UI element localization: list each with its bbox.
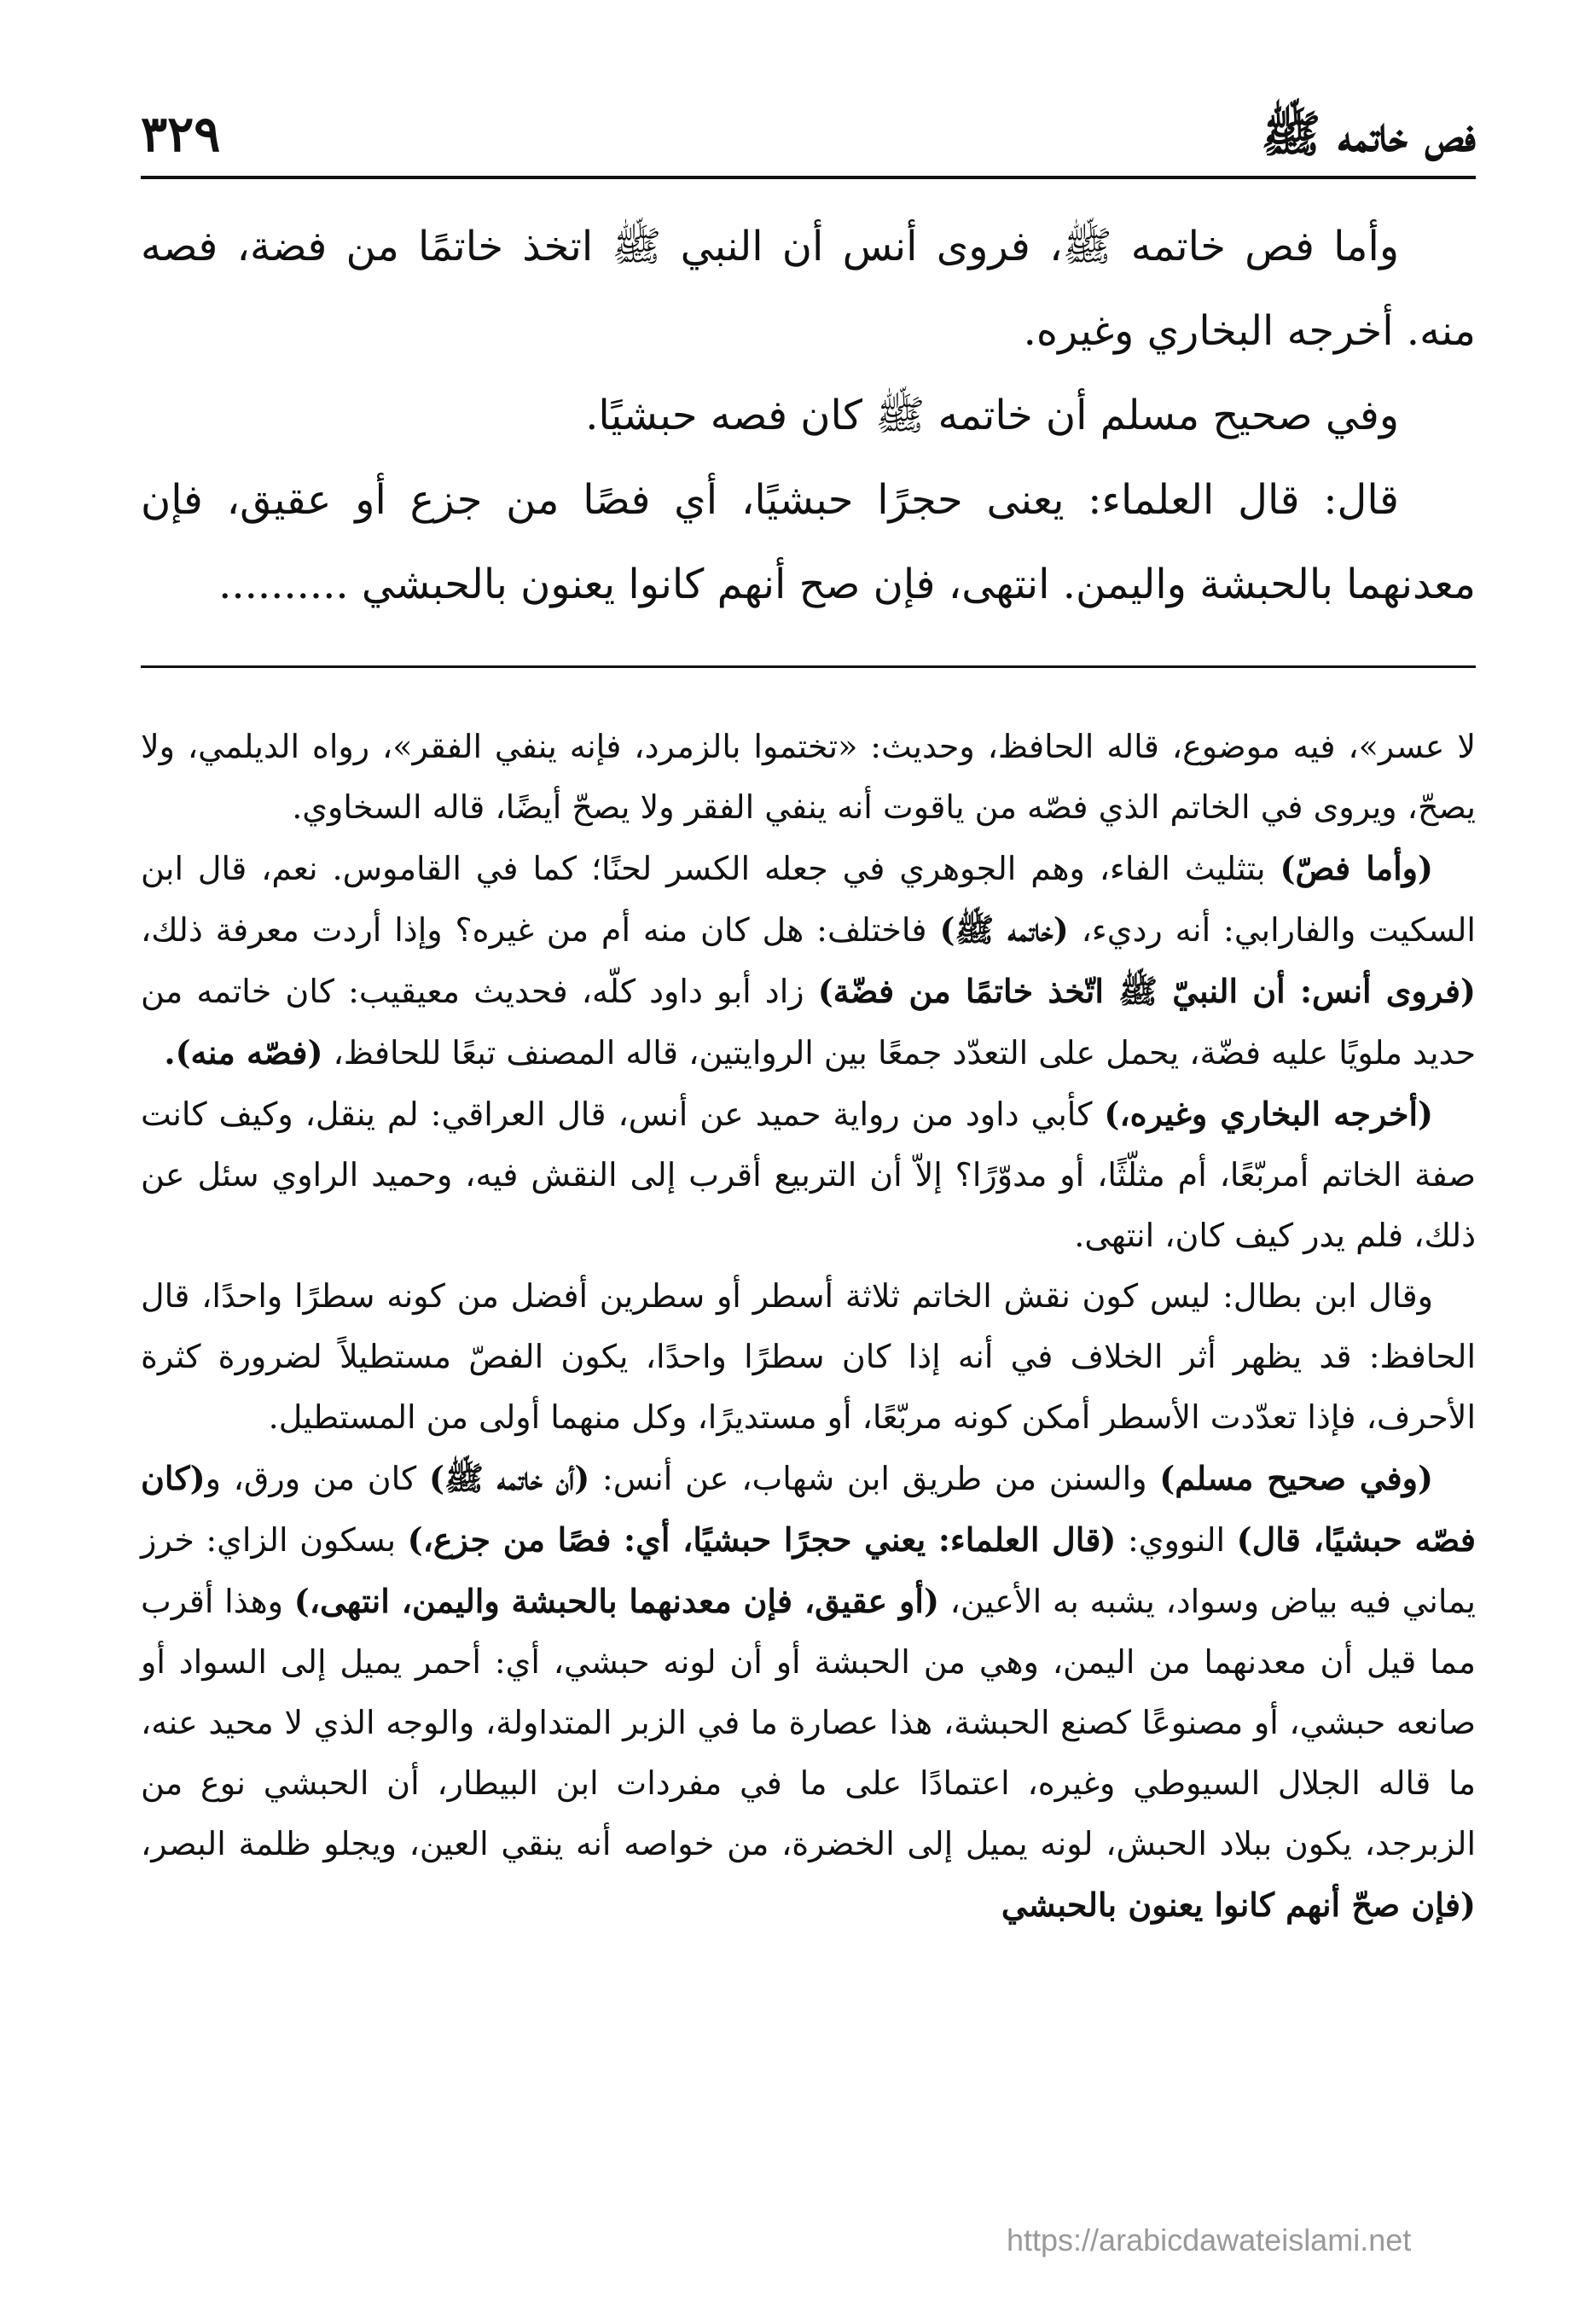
quoted-text: (أن خاتمه ﷺ) <box>428 1459 590 1497</box>
main-paragraph: وفي صحيح مسلم أن خاتمه ﷺ كان فصه حبشيًا. <box>585 392 1399 439</box>
quoted-text: (وأما فصّ) <box>1280 849 1434 887</box>
page-header <box>141 96 1476 172</box>
main-paragraph: قال: قال العلماء: يعنى حجرًا حبشيًا، أي فصًا من جزع أو عقيق، فإن معدنهما بالحبشة واليمن. انتهى، فإن صح أنهم كانوا يعنون بالحبشي .......... <box>141 476 1476 608</box>
commentary-divider <box>141 665 1476 668</box>
commentary-span: كان من ورق، و <box>205 1460 429 1497</box>
commentary-paragraph: وقال ابن بطال: ليس كون نقش الخاتم ثلاثة أسطر أو سطرين أفضل من كونه سطرًا واحدًا، قال الحافظ: قد يظهر أثر الخلاف في أنه إذا كان سطرًا واحدًا، يكون الفصّ مستطيلاً لضرورة كثرة الأحرف، فإذا تعدّدت الأسطر أمكن كونه مربّعًا، أو مستديرًا، وكل منهما أولى من المستطيل. <box>141 1277 1476 1436</box>
header-divider <box>141 176 1476 179</box>
commentary-span: كأبي داود من رواية حميد عن أنس، قال العراقي: لم ينقل، وكيف كانت صفة الخاتم أمربّعًا، أم مثلّثًا، أو مدوّرًا؟ إلاّ أن التربيع أقرب إلى النقش فيه، وحميد الراوي سئل عن ذلك، فلم يدر كيف كان، انتهى. <box>141 1095 1476 1254</box>
commentary-paragraph <box>141 1448 1476 1936</box>
quoted-text: (قال العلماء: يعني حجرًا حبشيًا، أي: فصًا من جزع،) <box>407 1520 1117 1559</box>
quoted-text: (خاتمه ﷺ) <box>939 910 1069 949</box>
quoted-text: (فإن صحّ أنهم كانوا يعنون بالحبشي <box>1001 1885 1476 1924</box>
page-number: ٣٢٩ <box>141 105 221 163</box>
commentary-span: بسكون الزاي: خرز يماني فيه بياض وسواد، يشبه به الأعين، <box>141 1521 1477 1620</box>
commentary-span: زاد أبو داود كلّه، فحديث معيقيب: كان خاتمه من حديد ملويًا عليه فضّة، يحمل على التعدّد جمعًا بين الروايتين، قاله المصنف تبعًا للحافظ، <box>141 973 1476 1072</box>
commentary-paragraph <box>141 838 1476 1084</box>
commentary-paragraph: لا عسر»، فيه موضوع، قاله الحافظ، وحديث: «تختموا بالزمرد، فإنه ينفي الفقر»، رواه الديلمي، ولا يصحّ، ويروى في الخاتم الذي فصّه من ياقوت أنه ينفي الفقر ولا يصحّ أيضًا، قاله السخاوي. <box>141 728 1476 826</box>
quoted-text: (فصّه منه). <box>164 1033 323 1072</box>
commentary-span: وهذا أقرب مما قيل أن معدنهما من اليمن، وهي من الحبشة أو أن لونه حبشي، أي: أحمر يميل إلى السواد أو صانعه حبشي، أو مصنوعًا كصنع الحبشة، هذا عصارة ما في الزبر المتداولة، والوجه الذي لا محيد عنه، ما قاله الجلال السيوطي وغيره، اعتمادًا على ما في مفردات ابن البيطار، أن الحبشي نوع من الزبرجد، يكون ببلاد الحبش، لونه يميل إلى الخضرة، من خواصه أنه ينقي العين، ويجلو ظلمة البصر، <box>141 1583 1476 1862</box>
quoted-text: (وفي صحيح مسلم) <box>1159 1459 1433 1497</box>
commentary-span: النووي: <box>1116 1521 1237 1559</box>
commentary-paragraph <box>141 1084 1476 1266</box>
quoted-text: (أو عقيق، فإن معدنهما بالحبشة واليمن، انتهى،) <box>293 1582 939 1620</box>
watermark-url: https://arabicdawateislami.net <box>1007 2222 1412 2257</box>
page-title: فص خاتمه ﷺ <box>1261 105 1476 163</box>
quoted-text: (فروى أنس: أن النبيّ ﷺ اتّخذ خاتمًا من فضّة) <box>817 972 1477 1010</box>
commentary-text <box>141 717 1476 1936</box>
quoted-text: (كان فصّه حبشيًا، قال) <box>141 1459 1477 1559</box>
commentary-span: والسنن من طريق ابن شهاب، عن أنس: <box>589 1460 1160 1497</box>
quoted-text: (أخرجه البخاري وغيره،) <box>1104 1095 1433 1133</box>
main-text <box>141 205 1476 627</box>
commentary-span: فاختلف: هل كان منه أم من غيره؟ وإذا أردت معرفة ذلك، <box>141 911 940 949</box>
commentary-span: بتثليث الفاء، وهم الجوهري في جعله الكسر لحنًا؛ كما في القاموس. نعم، قال ابن السكيت والفارابي: أنه رديء، <box>141 850 1476 949</box>
main-paragraph: وأما فص خاتمه ﷺ، فروى أنس أن النبي ﷺ اتخذ خاتمًا من فضة، فصه منه. أخرجه البخاري وغيره. <box>141 223 1476 355</box>
